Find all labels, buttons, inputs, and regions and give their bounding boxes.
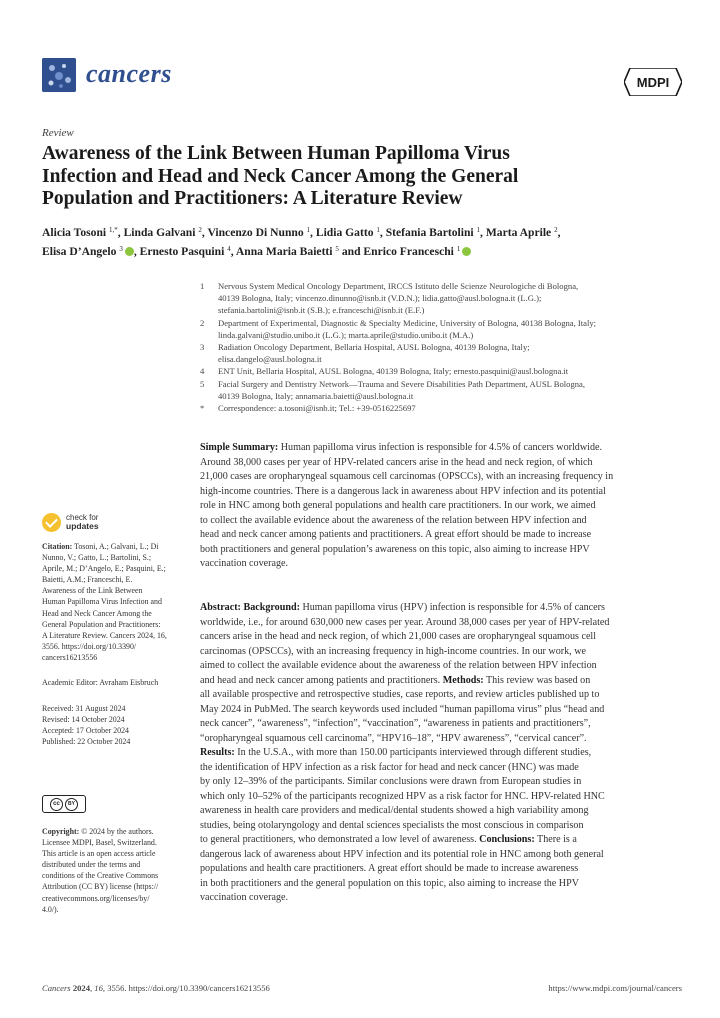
author-separator: , — [480, 226, 486, 239]
copyright-line — [42, 826, 180, 837]
summary-text: 21,000 cases are oropharyngeal squamous cell carcinomas (OPSCCs), with an increasing frequency in — [200, 471, 614, 482]
cc-by-license-icon[interactable] — [42, 795, 86, 813]
affiliation — [200, 402, 680, 414]
copyright-line: distributed under the terms and — [42, 860, 141, 870]
citation-line — [42, 541, 180, 552]
abstract-line — [200, 688, 682, 703]
summary-text: vaccination coverage. — [200, 558, 288, 569]
abstract-text: all available prospective and retrospective studies, case reports, and review articles published up to — [200, 689, 600, 700]
copyright-line: 4.0/). — [42, 904, 59, 914]
copyright-line: This article is an open access article — [42, 849, 156, 859]
summary-line — [200, 528, 682, 543]
citation-line: Baietti, A.M.; Franceschi, E. — [42, 575, 133, 585]
footer-citation: Cancers 2024, 16, 3556. https://doi.org/10.3390/cancers16213556 — [42, 983, 270, 993]
abstract-line — [200, 659, 682, 674]
abstract-line — [200, 616, 682, 631]
citation-block — [42, 541, 180, 663]
abstract-section-label: Results: — [200, 747, 235, 758]
citation-line: cancers16213556 — [42, 652, 98, 662]
summary-text: head and neck cancer among patients and practitioners. A great effort should be made to increase — [200, 529, 592, 540]
abstract-line — [200, 775, 682, 790]
affiliation — [200, 365, 680, 377]
affiliation-line: 40139 Bologna, Italy; annamaria.baietti@ausl.bologna.it — [218, 390, 414, 401]
author-affiliation-marker: 1 — [456, 245, 461, 253]
citation-text: Tosoni, A.; Galvani, L.; Di — [72, 542, 159, 551]
author-name[interactable]: Enrico Franceschi — [363, 245, 454, 258]
affiliation-line: Facial Surgery and Dentistry Network—Trauma and Severe Disabilities Path Department, AUSL Bologna, — [218, 378, 586, 389]
affiliation-line: stefania.bartolini@isnb.it (S.B.); e.franceschi@isnb.it (E.F.) — [218, 305, 425, 316]
author-separator: and — [338, 245, 364, 258]
abstract-line — [200, 601, 682, 616]
abstract-text: awareness in health care providers and medical/dental students showed a high variability among — [200, 805, 589, 816]
academic-editor: Academic Editor: Avraham Eisbruch — [42, 678, 159, 687]
affiliation-marker: 5 — [200, 378, 205, 389]
citation-label: Citation: — [42, 542, 73, 551]
author-separator: , — [230, 245, 236, 258]
date-line: Published: 22 October 2024 — [42, 737, 131, 747]
date-line: Received: 31 August 2024 — [42, 704, 126, 713]
cc-icon: cc — [50, 798, 63, 811]
summary-line — [200, 456, 682, 471]
author-name[interactable]: Vincenzo Di Nunno — [207, 226, 304, 239]
abstract-text: dangerous lack of awareness about HPV infection and its potential role in HNC among both general — [200, 848, 604, 860]
article-type: Review — [42, 127, 74, 139]
footer-doi[interactable]: , 3556. https://doi.org/10.3390/cancers16213556 — [102, 983, 270, 993]
author-name[interactable]: Marta Aprile — [485, 226, 552, 239]
citation-line: A Literature Review. Cancers 2024, 16, — [42, 630, 167, 640]
publisher-name: MDPI — [636, 75, 670, 90]
affiliation-line: elisa.dangelo@ausl.bologna.it — [218, 354, 322, 365]
affiliation-marker: 4 — [200, 366, 205, 377]
checkmark-icon — [42, 513, 61, 532]
abstract-text: neck cancer”, “awareness”, “infection”, “vaccination”, “awareness in patients and practitioners”, — [200, 718, 591, 729]
journal-logo-icon[interactable] — [42, 58, 76, 92]
abstract-section-label: Conclusions: — [479, 834, 535, 845]
author-affiliation-marker: 2 — [554, 226, 558, 234]
summary-line — [200, 557, 682, 572]
abstract-line — [200, 761, 682, 776]
abstract-line — [200, 717, 682, 732]
affiliation-marker: 1 — [200, 281, 205, 291]
abstract-text: This review was based on — [483, 674, 591, 686]
author-separator: , — [379, 226, 386, 239]
abstract-section-label: Background: — [243, 602, 300, 613]
abstract-line — [200, 804, 682, 819]
mdpi-logo[interactable] — [624, 68, 682, 96]
abstract-text: cancers arise in the head and neck region, of which 21,000 cases are oropharyngeal squamous cell — [200, 631, 597, 642]
citation-line: Human Papilloma Virus Infection and — [42, 597, 162, 607]
author-affiliation-marker: 3 — [119, 245, 123, 253]
abstract-line — [200, 833, 682, 848]
abstract-text: “oropharyngeal squamous cell carcinoma”, “HPV16–18”, “HPV awareness”, “cervical cancer”. — [200, 732, 587, 744]
copyright-line: Attribution (CC BY) license (https:// — [42, 882, 159, 892]
affiliation-marker: * — [200, 403, 205, 414]
affiliation-line: Correspondence: a.tosoni@isnb.it; Tel.: +39-0516225697 — [218, 403, 416, 414]
abstract-line — [200, 862, 682, 877]
summary-label: Simple Summary: — [200, 442, 279, 453]
copyright-line: creativecommons.org/licenses/by/ — [42, 893, 150, 903]
abstract-text: There is a — [534, 834, 577, 845]
author-separator: , — [310, 226, 316, 239]
author-name[interactable]: Stefania Bartolini — [385, 226, 474, 239]
abstract-text: populations and health care practitioners. A great effort should be made to increase awareness — [200, 863, 579, 874]
summary-text: to collect the available evidence about the awareness of the relation between HPV infection and — [200, 514, 587, 526]
author-affiliation-marker: 1 — [376, 226, 380, 234]
abstract-text: the identification of HPV infection as a risk factor for head and neck cancer (HNC) was made — [200, 761, 579, 773]
abstract-line — [200, 630, 682, 645]
summary-line — [200, 514, 682, 529]
affiliation-line: Department of Experimental, Diagnostic & Specialty Medicine, University of Bologna, 40138 Bologna, Italy; — [218, 317, 597, 328]
copyright-block — [42, 826, 180, 915]
abstract-text: by only 12–39% of the participants. Similar conclusions were drawn from European studies in — [200, 776, 582, 787]
abstract-line — [200, 877, 682, 892]
author-affiliation-marker: 1 — [306, 226, 311, 234]
author-name[interactable]: Anna Maria Baietti — [235, 245, 333, 258]
footer-journal: Cancers — [42, 983, 71, 993]
author-name[interactable]: Elisa D’Angelo — [42, 245, 117, 258]
summary-text: role in HNC among both general populations and health care practitioners. In our work, we aimed — [200, 500, 596, 511]
title-line: Awareness of the Link Between Human Papilloma Virus — [42, 143, 510, 164]
abstract-line — [200, 746, 682, 761]
abstract-text: May 2024 in PubMed. The search keywords used included “human papilloma virus” plus “head and — [200, 703, 605, 715]
copyright-line: conditions of the Creative Commons — [42, 871, 159, 881]
author-affiliation-marker: 2 — [198, 226, 202, 234]
affiliation — [200, 317, 680, 341]
copyright-label: Copyright: — [42, 827, 80, 836]
journal-name[interactable]: cancers — [86, 59, 172, 88]
citation-line: 3556. https://doi.org/10.3390/ — [42, 641, 137, 651]
abstract-label: Abstract: — [200, 602, 241, 613]
affiliation — [200, 280, 680, 317]
summary-line — [200, 470, 682, 485]
citation-line: General Population and Practitioners: — [42, 619, 161, 629]
author-affiliation-marker: 1 — [476, 226, 481, 234]
abstract-line — [200, 674, 682, 689]
affiliation-line: linda.galvani@studio.unibo.it (L.G.); marta.aprile@studio.unibo.it (M.A.) — [218, 329, 474, 340]
citation-line: Aprile, M.; D’Angelo, E.; Pasquini, E.; — [42, 564, 166, 574]
affiliation-marker: 3 — [200, 342, 205, 353]
abstract-line — [200, 848, 682, 863]
check-updates-line: updates — [66, 521, 99, 531]
affiliation-line: 40139 Bologna, Italy; vincenzo.dinunno@isnb.it (V.D.N.); lidia.gatto@ausl.bologna.it (L.G.); — [218, 293, 542, 304]
copyright-line: Licensee MDPI, Basel, Switzerland. — [42, 838, 157, 848]
citation-line: Head and Neck Cancer Among the — [42, 608, 152, 618]
footer-volume: 16 — [94, 983, 103, 993]
author-separator: , — [201, 226, 208, 239]
abstract-line — [200, 819, 682, 834]
date-line: Accepted: 17 October 2024 — [42, 726, 129, 736]
abstract-text: in both practitioners and the general population on this topic, also aiming to increase the HPV — [200, 877, 579, 889]
summary-line — [200, 499, 682, 514]
article-title — [42, 143, 652, 211]
summary-line — [200, 441, 682, 456]
check-for-updates-badge[interactable] — [42, 512, 122, 534]
footer-journal-url[interactable]: https://www.mdpi.com/journal/cancers — [548, 983, 682, 993]
author-line — [42, 222, 682, 241]
summary-text: high-income countries. There is a dangerous lack in awareness about HPV infection and its potential — [200, 485, 606, 497]
author-name[interactable]: Alicia Tosoni — [42, 226, 107, 239]
affiliation — [200, 341, 680, 365]
abstract-text: carcinomas (OPSCCs), with an increasing frequency in high-income countries. In our work, we — [200, 645, 586, 657]
abstract-text: and head and neck cancer among patients and practitioners. — [200, 674, 443, 686]
simple-summary — [200, 441, 682, 572]
affiliation-marker: 2 — [200, 317, 205, 328]
abstract-text: In the U.S.A., with more than 150.00 participants interviewed through different studies, — [234, 747, 592, 758]
author-line — [42, 241, 682, 260]
author-affiliation-marker: 1,* — [109, 226, 118, 234]
affiliation-line: Radiation Oncology Department, Bellaria Hospital, AUSL Bologna, 40139 Bologna, Italy; — [218, 342, 530, 353]
author-affiliation-marker: 4 — [227, 245, 231, 253]
footer-year: 2024 — [72, 983, 90, 993]
orcid-icon[interactable] — [462, 247, 471, 256]
affiliation-line: ENT Unit, Bellaria Hospital, AUSL Bologna, 40139 Bologna, Italy; ernesto.pasquini@ausl.bologna.it — [218, 366, 569, 377]
abstract-line — [200, 790, 682, 805]
abstract-line — [200, 891, 682, 906]
author-name[interactable]: Lidia Gatto — [315, 226, 374, 239]
abstract-line — [200, 703, 682, 718]
abstract-text: Human papilloma virus (HPV) infection is responsible for 4.5% of cancers — [299, 602, 605, 613]
abstract-section-label: Methods: — [442, 674, 484, 686]
summary-text: Around 38,000 cases per year of HPV-related cancers arise in the head and neck region, of which — [200, 456, 593, 468]
journal-header — [42, 58, 682, 102]
author-separator: , — [117, 226, 124, 239]
citation-line: Awareness of the Link Between — [42, 586, 143, 596]
title-line: Population and Practitioners: A Literature Review — [42, 188, 463, 209]
affiliation-line: Nervous System Medical Oncology Department, IRCCS Istituto delle Scienze Neurologiche di Bologna, — [218, 281, 579, 291]
summary-text: Human papilloma virus infection is responsible for 4.5% of cancers worldwide. — [280, 442, 603, 453]
date-line: Revised: 14 October 2024 — [42, 715, 125, 725]
abstract-text: worldwide, i.e., for around 630,000 new cases per year. Around 38,000 cases per year of HPV-related — [200, 616, 610, 628]
summary-text: both practitioners and general population’s awareness on this topic, also aiming to increase HPV — [200, 543, 590, 555]
abstract-text: aimed to collect the available evidence about the awareness of the relation between HPV infection — [200, 660, 597, 671]
author-affiliation-marker: 5 — [335, 245, 339, 253]
author-separator: , — [557, 226, 561, 239]
abstract-text: vaccination coverage. — [200, 892, 288, 903]
article-dates — [42, 703, 180, 747]
copyright-text: © 2024 by the authors. — [79, 827, 154, 836]
abstract-text: studies, being otolaryngology and dental sciences specialists the most conscious in comparison — [200, 819, 584, 831]
summary-line — [200, 543, 682, 558]
abstract-text: which only 10–52% of the participants recognized HPV as a risk factor for HNC. HPV-related HNC — [200, 790, 605, 802]
abstract-line — [200, 732, 682, 747]
author-separator: , — [133, 245, 140, 258]
citation-line: Nunno, V.; Gatto, L.; Bartolini, S.; — [42, 553, 152, 563]
author-list — [42, 222, 682, 260]
abstract-line — [200, 645, 682, 660]
title-line: Infection and Head and Neck Cancer Among the General — [42, 165, 519, 187]
author-name[interactable]: Linda Galvani — [123, 226, 196, 239]
abstract-text: to general practitioners, who demonstrated a low level of awareness. — [200, 834, 480, 845]
check-updates-line: check for — [66, 513, 99, 522]
abstract — [200, 601, 682, 906]
affiliations — [200, 280, 680, 414]
orcid-icon[interactable] — [125, 247, 134, 256]
author-name[interactable]: Ernesto Pasquini — [139, 245, 225, 258]
affiliation — [200, 378, 680, 402]
summary-line — [200, 485, 682, 500]
by-icon: BY — [65, 798, 78, 811]
